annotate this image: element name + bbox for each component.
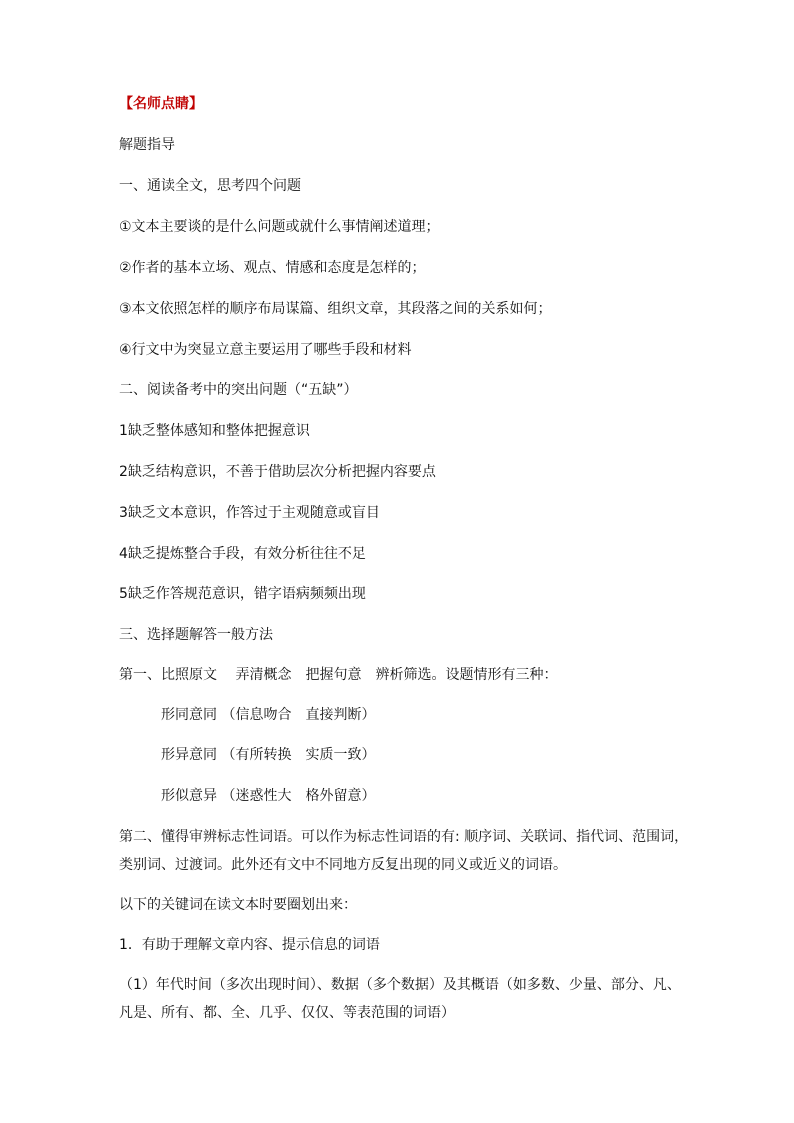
list-item: ①文本主要谈的是什么问题或就什么事情阐述道理； bbox=[119, 219, 440, 235]
sub1-title: 1．有助于理解文章内容、提示信息的词语 bbox=[119, 937, 380, 953]
list-item: ②作者的基本立场、观点、情感和态度是怎样的； bbox=[119, 260, 426, 276]
list-item: 3缺乏文本意识，作答过于主观随意或盲目 bbox=[119, 505, 380, 521]
section-heading: 【名师点睛】 bbox=[119, 96, 203, 112]
sub1-item-line1: （1）年代时间（多次出现时间）、数据（多个数据）及其概语（如多数、少量、部分、凡、 bbox=[119, 977, 681, 993]
step2-text-line2: 类别词、过渡词。此外还有文中不同地方反复出现的同义或近义的词语。 bbox=[119, 857, 567, 873]
list-item: 4缺乏提炼整合手段，有效分析往往不足 bbox=[119, 546, 366, 562]
section2-title: 二、阅读备考中的突出问题（“五缺”） bbox=[119, 382, 358, 398]
subheading: 解题指导 bbox=[119, 137, 175, 153]
list-item: 5缺乏作答规范意识，错字语病频频出现 bbox=[119, 586, 366, 602]
list-item: ③本文依照怎样的顺序布局谋篇、组织文章，其段落之间的关系如何； bbox=[119, 301, 552, 317]
step2-text-line1: 第二、懂得审辨标志性词语。可以作为标志性词语的有: 顺序词、关联词、指代词、范围词， bbox=[119, 829, 689, 845]
form-item: 形同意同 （信息吻合 直接判断） bbox=[161, 707, 376, 723]
form-item: 形似意异 （迷惑性大 格外留意） bbox=[161, 788, 376, 804]
keywords-intro: 以下的关键词在读文本时要圈划出来： bbox=[119, 897, 357, 913]
sub1-item-line2: 凡是、所有、都、全、几乎、仅仅、等表范围的词语） bbox=[119, 1005, 455, 1021]
list-item: 2缺乏结构意识，不善于借助层次分析把握内容要点 bbox=[119, 464, 436, 480]
form-item: 形异意同 （有所转换 实质一致） bbox=[161, 747, 376, 763]
list-item: 1缺乏整体感知和整体把握意识 bbox=[119, 423, 310, 439]
section3-title: 三、选择题解答一般方法 bbox=[119, 627, 273, 643]
step1-text: 第一、比照原文 弄清概念 把握句意 辨析筛选。设题情形有三种： bbox=[119, 667, 558, 683]
section1-title: 一、通读全文，思考四个问题 bbox=[119, 178, 301, 194]
list-item: ④行文中为突显立意主要运用了哪些手段和材料 bbox=[119, 342, 412, 358]
